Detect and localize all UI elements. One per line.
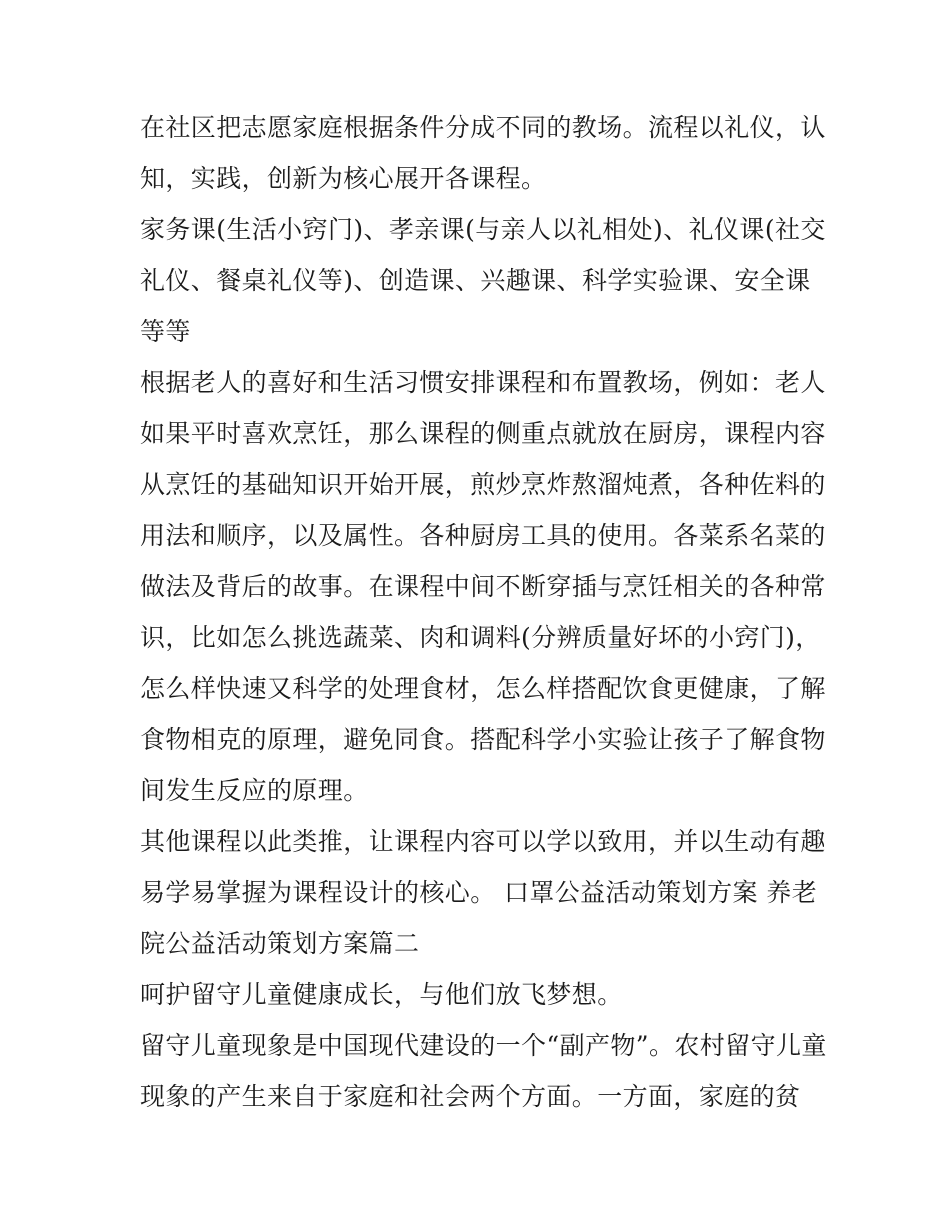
text-line: 怎么样快速又科学的处理食材，怎么样搭配饮食更健康，了解 bbox=[140, 674, 826, 703]
text-line: 知，实践，创新为核心展开各课程。 bbox=[140, 164, 547, 193]
text-line: 等等 bbox=[140, 317, 191, 346]
document-body bbox=[140, 102, 827, 1122]
text-line: 呵护留守儿童健康成长，与他们放飞梦想。 bbox=[140, 980, 623, 1009]
text-line: 在社区把志愿家庭根据条件分成不同的教场。流程以礼仪，认 bbox=[140, 113, 826, 142]
text-line: 留守儿童现象是中国现代建设的一个“副产物”。农村留守儿童 bbox=[140, 1031, 827, 1060]
text-line: 识，比如怎么挑选蔬菜、肉和调料(分辨质量好坏的小窍门)， bbox=[140, 623, 821, 652]
text-line: 从烹饪的基础知识开始开展，煎炒烹炸熬溜炖煮，各种佐料的 bbox=[140, 470, 826, 499]
text-line: 礼仪、餐桌礼仪等)、创造课、兴趣课、科学实验课、安全课 bbox=[140, 266, 811, 295]
text-line: 家务课(生活小窍门)、孝亲课(与亲人以礼相处)、礼仪课(社交 bbox=[140, 215, 826, 244]
text-line: 做法及背后的故事。在课程中间不断穿插与烹饪相关的各种常 bbox=[140, 572, 826, 601]
text-line: 食物相克的原理，避免同食。搭配科学小实验让孩子了解食物 bbox=[140, 725, 826, 754]
text-line: 其他课程以此类推，让课程内容可以学以致用，并以生动有趣 bbox=[140, 827, 826, 856]
text-line: 院公益活动策划方案篇二 bbox=[140, 929, 420, 958]
text-line: 易学易掌握为课程设计的核心。 口罩公益活动策划方案 养老 bbox=[140, 878, 818, 907]
text-line: 用法和顺序，以及属性。各种厨房工具的使用。各菜系名菜的 bbox=[140, 521, 826, 550]
text-line: 间发生反应的原理。 bbox=[140, 776, 369, 805]
text-line: 如果平时喜欢烹饪，那么课程的侧重点就放在厨房，课程内容 bbox=[140, 419, 826, 448]
text-line: 现象的产生来自于家庭和社会两个方面。一方面，家庭的贫 bbox=[140, 1082, 801, 1111]
text-line: 根据老人的喜好和生活习惯安排课程和布置教场，例如：老人 bbox=[140, 368, 826, 397]
